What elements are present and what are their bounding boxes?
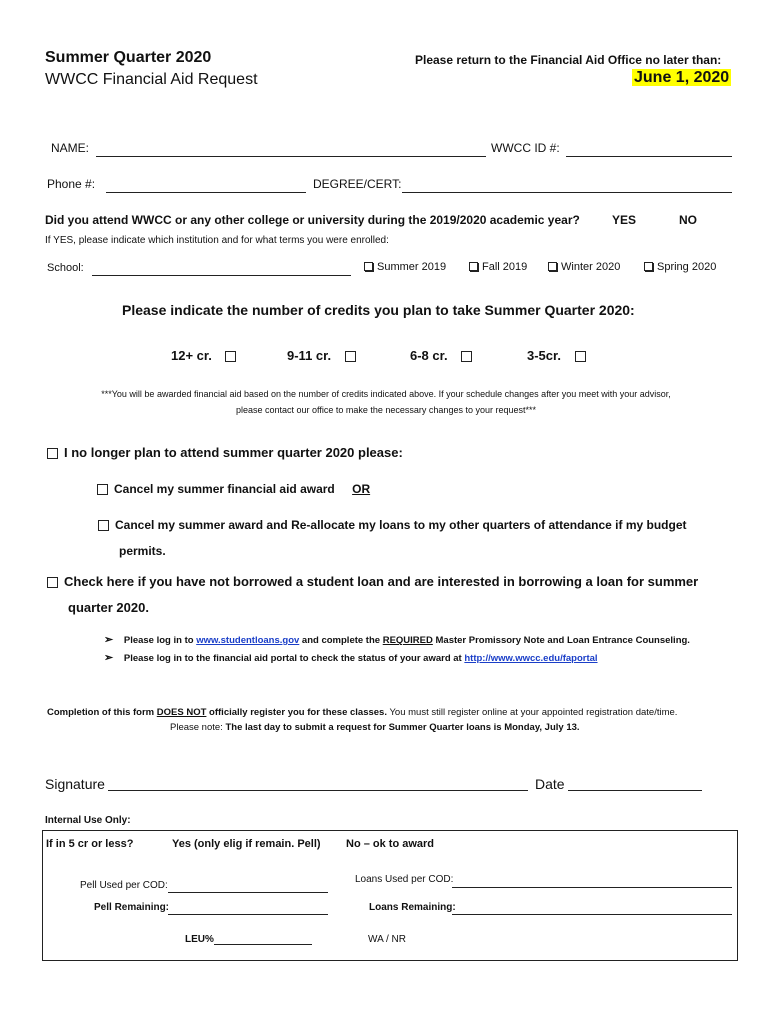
attendance-question: Did you attend WWCC or any other college or university during the 2019/2020 academic year?	[45, 213, 580, 227]
term-label: Winter 2020	[561, 261, 621, 273]
return-note: Please return to the Financial Aid Office no later than:	[415, 53, 722, 67]
completion-post: You must still register online at your appointed registration date/time.	[386, 707, 678, 718]
quarter-title: Summer Quarter 2020	[45, 49, 212, 66]
note-label: Please note:	[170, 722, 226, 733]
checkbox-icon	[345, 351, 356, 362]
credit-option-3-5[interactable]	[527, 348, 586, 363]
school-label: School:	[47, 262, 84, 274]
date-field[interactable]	[568, 790, 702, 791]
wwcc-id-field[interactable]	[566, 156, 732, 157]
attendance-yes[interactable]: YES	[612, 213, 637, 227]
studentloans-link[interactable]: www.studentloans.gov	[196, 635, 300, 646]
credit-option-12plus[interactable]	[171, 348, 236, 363]
checkbox-icon	[548, 262, 557, 271]
checkbox-icon	[98, 520, 109, 531]
loan-heading-cont: quarter 2020.	[68, 600, 149, 615]
pell-remaining-field[interactable]	[168, 914, 328, 915]
loans-remaining-label: Loans Remaining:	[369, 902, 456, 913]
term-fall-2019[interactable]	[469, 261, 527, 273]
bullet2-pre: Please log in to the financial aid portal to check the status of your award at	[123, 653, 465, 664]
completion-pre: Completion of this form	[47, 707, 157, 718]
checkbox-icon	[364, 262, 373, 271]
leu-field[interactable]	[214, 944, 312, 945]
term-label: Spring 2020	[657, 261, 717, 273]
attendance-no[interactable]: NO	[679, 213, 697, 227]
pell-used-field[interactable]	[168, 892, 328, 893]
school-field[interactable]	[92, 275, 351, 276]
required-label: REQUIRED	[382, 635, 433, 646]
reallocate-label-cont: permits.	[119, 544, 166, 558]
credit-option-6-8[interactable]	[410, 348, 472, 363]
checkbox-icon	[97, 484, 108, 495]
checkbox-icon	[644, 262, 653, 271]
credits-note-line2: please contact our office to make the necessary changes to your request***	[235, 405, 536, 415]
loan-bullet-2	[104, 651, 598, 664]
arrow-bullet-icon: ➢	[104, 652, 114, 664]
does-not-label: DOES NOT	[156, 707, 207, 718]
degree-field[interactable]	[402, 192, 732, 193]
internal-use-label: Internal Use Only:	[45, 815, 131, 826]
credits-note-line1: ***You will be awarded financial aid based on the number of credits indicated above. If your schedule changes after you meet with your advisor,	[101, 389, 671, 399]
cancel-award-label: Cancel my summer financial aid award	[114, 482, 335, 496]
loans-used-label: Loans Used per COD:	[355, 874, 454, 885]
loan-heading: Check here if you have not borrowed a student loan and are interested in borrowing a loan for summer	[64, 574, 699, 589]
name-field[interactable]	[96, 156, 486, 157]
phone-label: Phone #:	[47, 177, 96, 191]
term-label: Fall 2019	[482, 261, 528, 273]
last-day-note	[170, 722, 580, 733]
reallocate-label: Cancel my summer award and Re-allocate my loans to my other quarters of attendance if my budget	[115, 518, 687, 532]
term-summer-2019[interactable]	[364, 261, 446, 273]
credits-heading: Please indicate the number of credits you plan to take Summer Quarter 2020:	[122, 302, 635, 318]
pell-used-label: Pell Used per COD:	[80, 880, 168, 891]
faportal-link[interactable]: http://www.wwcc.edu/faportal	[464, 653, 598, 664]
leu-label: LEU%	[185, 934, 214, 945]
signature-label: Signature	[45, 776, 105, 792]
no-ok-label: No – ok to award	[346, 838, 435, 850]
attendance-instruction: If YES, please indicate which institution and for what terms you were enrolled:	[45, 235, 389, 246]
phone-field[interactable]	[106, 192, 306, 193]
loan-interest-option[interactable]	[47, 574, 698, 589]
term-spring-2020[interactable]	[644, 261, 716, 273]
checkbox-icon	[47, 577, 58, 588]
wwcc-id-label: WWCC ID #:	[491, 141, 560, 155]
credit-label: 9-11 cr.	[287, 348, 332, 363]
date-label: Date	[535, 776, 565, 792]
term-winter-2020[interactable]	[548, 261, 620, 273]
loans-used-field[interactable]	[452, 887, 732, 888]
form-title: WWCC Financial Aid Request	[45, 71, 258, 88]
last-day-text: The last day to submit a request for Summer Quarter loans is Monday, July 13.	[225, 722, 580, 733]
completion-post-bold: officially register you for these classes.	[206, 707, 387, 718]
deadline-text: June 1, 2020	[634, 69, 730, 86]
credit-label: 12+ cr.	[171, 348, 212, 363]
name-label: NAME:	[51, 141, 90, 155]
arrow-bullet-icon: ➢	[104, 634, 114, 646]
completion-note	[47, 707, 677, 718]
or-label: OR	[352, 482, 371, 496]
credit-label: 3-5cr.	[527, 348, 561, 363]
checkbox-icon	[461, 351, 472, 362]
bullet1-pre: Please log in to	[123, 635, 197, 646]
credit-label: 6-8 cr.	[410, 348, 448, 363]
if-in-5-label: If in 5 cr or less?	[46, 838, 134, 850]
signature-field[interactable]	[108, 790, 528, 791]
checkbox-icon	[47, 448, 58, 459]
yes-only-label: Yes (only elig if remain. Pell)	[172, 838, 321, 850]
checkbox-icon	[575, 351, 586, 362]
reallocate-option[interactable]	[98, 518, 686, 532]
term-label: Summer 2019	[377, 261, 447, 273]
pell-remaining-label: Pell Remaining:	[94, 902, 170, 913]
loan-bullet-1	[104, 633, 690, 646]
no-longer-label: I no longer plan to attend summer quarter 2020 please:	[64, 445, 403, 460]
no-longer-heading[interactable]	[47, 445, 403, 460]
credit-option-9-11[interactable]	[287, 348, 356, 363]
cancel-award-option[interactable]	[97, 482, 370, 496]
bullet1-post: Master Promissory Note and Loan Entrance Counseling.	[432, 635, 690, 646]
wa-nr-label: WA / NR	[368, 934, 406, 945]
checkbox-icon	[225, 351, 236, 362]
loans-remaining-field[interactable]	[452, 914, 732, 915]
checkbox-icon	[469, 262, 478, 271]
deadline	[632, 69, 731, 87]
bullet1-mid: and complete the	[299, 635, 383, 646]
degree-label: DEGREE/CERT:	[313, 177, 402, 191]
